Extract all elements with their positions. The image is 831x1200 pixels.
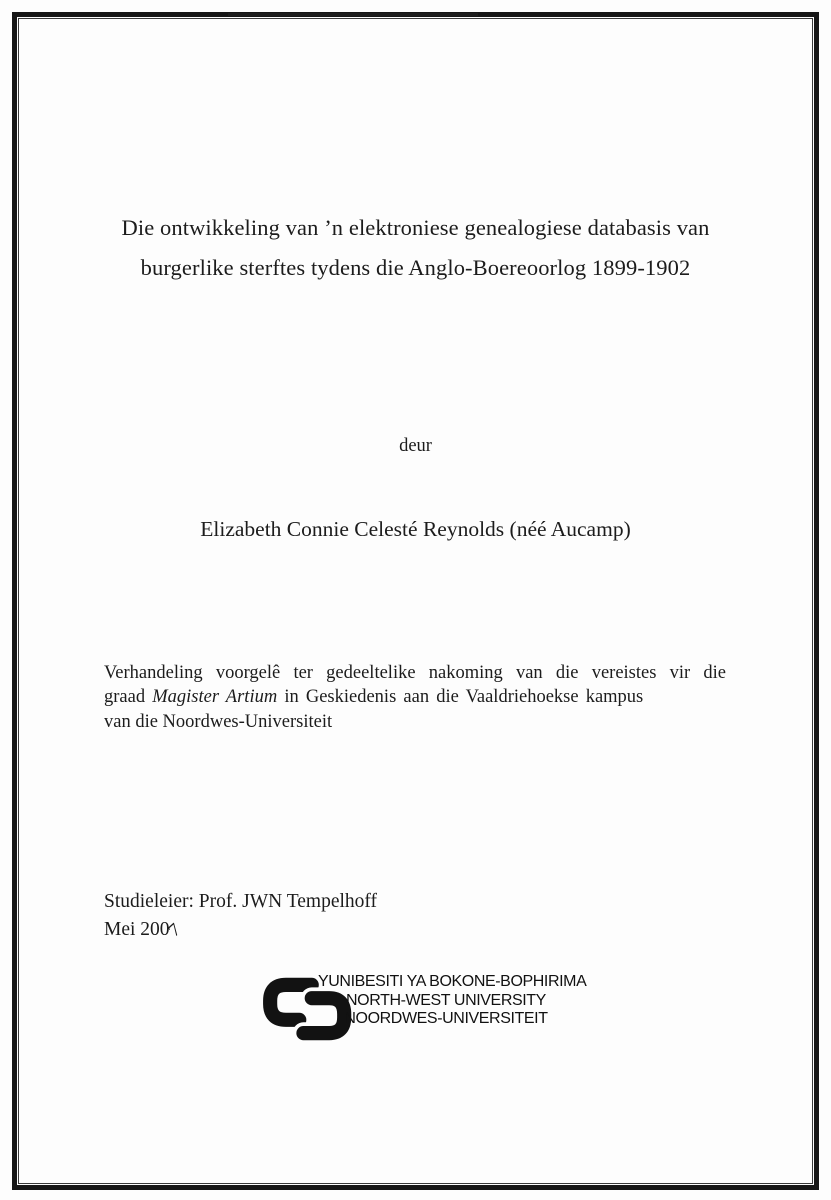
logo-line-afrikaans: NOORDWES-UNIVERSITEIT bbox=[344, 1010, 548, 1027]
submission-statement bbox=[104, 661, 726, 734]
logo-line-setswana: YUNIBESITI YA BOKONE-BOPHIRIMA bbox=[318, 973, 587, 990]
submission-line-2 bbox=[104, 685, 726, 709]
submission-line-2-post: in Geskiedenis aan die Vaaldriehoekse kampus bbox=[277, 687, 644, 708]
thesis-title bbox=[62, 208, 769, 288]
nwu-logo-wordmark bbox=[318, 973, 587, 1029]
degree-name-italic: Magister Artium bbox=[152, 687, 278, 708]
logo-line-english: NORTH-WEST UNIVERSITY bbox=[346, 991, 546, 1009]
author-name: Elizabeth Connie Celesté Reynolds (néé Aucamp) bbox=[200, 517, 631, 541]
nwu-logo bbox=[256, 966, 586, 1056]
supervisor-line: Studieleier: Prof. JWN Tempelhoff bbox=[104, 891, 378, 912]
submission-line-2-pre: graad bbox=[104, 687, 153, 708]
byline-deur: deur bbox=[399, 436, 432, 456]
title-line-2: burgerlike sterftes tydens die Anglo-Boereoorlog 1899-1902 bbox=[140, 255, 691, 280]
date-prefix: Mei 200 bbox=[104, 919, 170, 940]
date-line bbox=[104, 916, 377, 944]
supervisor-and-date bbox=[104, 888, 377, 944]
title-line-1: Die ontwikkeling van ’n elektroniese genealogiese databasis van bbox=[121, 215, 710, 240]
submission-line-3: van die Noordwes-Universiteit bbox=[104, 711, 333, 732]
date-last-digit: 7 bbox=[164, 919, 185, 941]
submission-line-1: Verhandeling voorgelê ter gedeeltelike nakoming van die vereistes vir die bbox=[104, 663, 726, 683]
scan-artifact bbox=[228, 13, 478, 16]
